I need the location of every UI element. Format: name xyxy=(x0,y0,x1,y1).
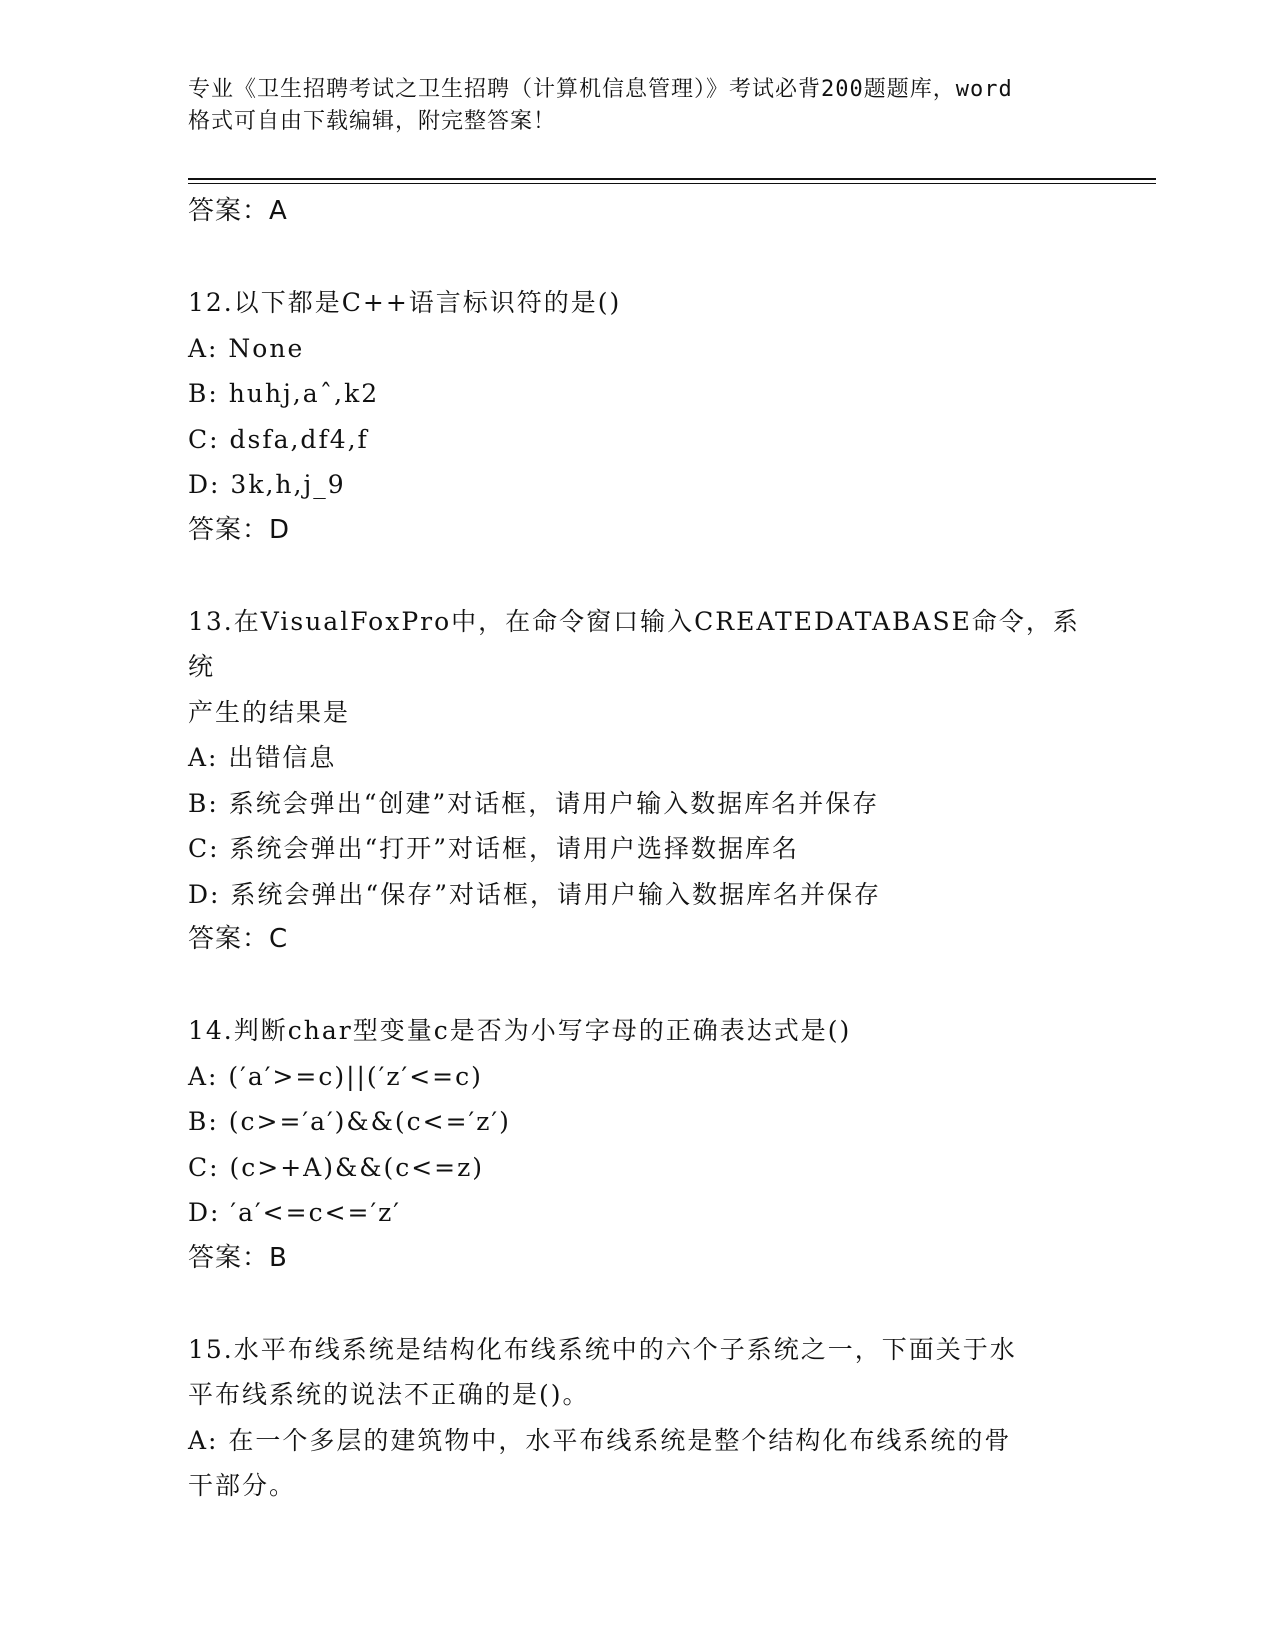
spacer xyxy=(188,963,1088,1009)
question-14-answer: 答案：B xyxy=(188,1242,288,1273)
question-14-option-d: D: ′a′<=c<=′z′ xyxy=(188,1198,401,1227)
question-15 xyxy=(188,1327,1088,1509)
question-12-answer: 答案：D xyxy=(188,514,291,545)
question-12-option-c: C: dsfa,df4,f xyxy=(188,424,369,454)
question-14-option-b: B: (c>=′a′)&&(c<=′z′) xyxy=(188,1107,511,1136)
question-13-option-d: D: 系统会弹出“保存”对话框，请用户输入数据库名并保存 xyxy=(188,879,881,909)
spacer xyxy=(188,553,1088,599)
question-15-stem-line-2: 平布线系统的说法不正确的是()。 xyxy=(188,1380,590,1409)
spacer xyxy=(188,235,1088,281)
question-12-option-a: A: None xyxy=(188,333,305,363)
question-13-answer: 答案：C xyxy=(188,924,289,954)
question-14 xyxy=(188,1008,1088,1281)
question-13-option-b: B: 系统会弹出“创建”对话框，请用户输入数据库名并保存 xyxy=(188,788,880,818)
question-14-option-a: A: (′a′>=c)||(′z′<=c) xyxy=(188,1061,483,1091)
question-14-stem: 14.判断char型变量c是否为小写字母的正确表达式是() xyxy=(188,1016,852,1045)
document-header xyxy=(188,74,1088,138)
header-title-line-2: 格式可自由下载编辑，附完整答案！ xyxy=(188,109,557,134)
question-12-stem: 12.以下都是C++语言标识符的是() xyxy=(188,288,622,317)
question-13-option-c: C: 系统会弹出“打开”对话框，请用户选择数据库名 xyxy=(188,834,800,863)
question-list xyxy=(188,189,1088,1509)
question-15-option-a-line-1: A: 在一个多层的建筑物中，水平布线系统是整个结构化布线系统的骨 xyxy=(188,1425,1012,1455)
question-13 xyxy=(188,599,1088,963)
header-divider-thin xyxy=(188,183,1156,184)
question-14-option-c: C: (c>+A)&&(c<=z) xyxy=(188,1152,485,1182)
spacer xyxy=(188,1281,1088,1327)
header-divider-thick xyxy=(188,178,1156,180)
question-12 xyxy=(188,280,1088,553)
header-title-line-1: 专业《卫生招聘考试之卫生招聘（计算机信息管理）》考试必背200题题库，word xyxy=(188,77,1013,102)
answer-11: 答案：A xyxy=(188,196,288,226)
question-15-option-a-line-2: 干部分。 xyxy=(188,1471,297,1500)
question-13-stem-line-1: 13.在VisualFoxPro中，在命令窗口输入CREATEDATABASE命令，系统 xyxy=(188,606,1080,681)
question-15-stem-line-1: 15.水平布线系统是结构化布线系统中的六个子系统之一，下面关于水 xyxy=(188,1334,1017,1364)
question-13-option-a: A: 出错信息 xyxy=(188,743,337,772)
question-12-option-d: D: 3k,h,j_9 xyxy=(188,470,346,499)
question-13-stem-line-2: 产生的结果是 xyxy=(188,697,351,727)
question-12-option-b: B: huhj,aˆ,k2 xyxy=(188,379,380,408)
